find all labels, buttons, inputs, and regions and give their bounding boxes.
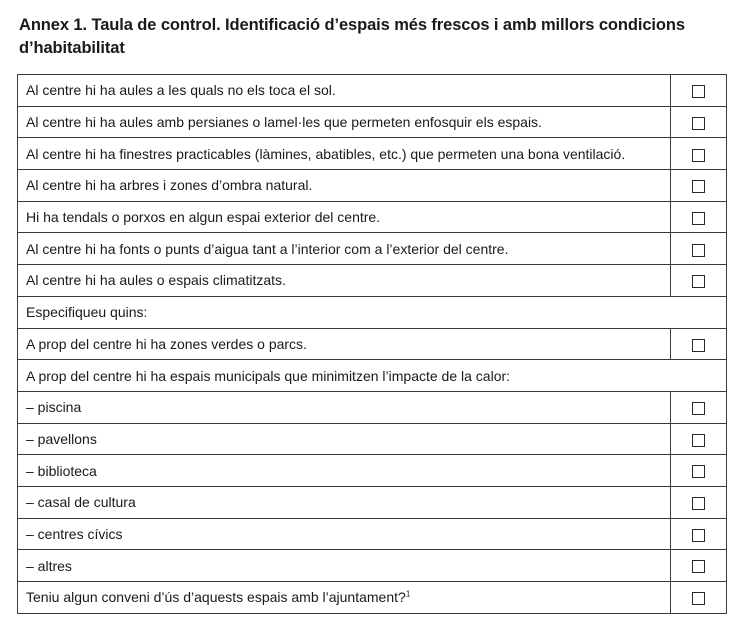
table-row — [18, 360, 727, 392]
checkbox[interactable] — [692, 339, 705, 352]
row-label: A prop del centre hi ha espais municipals que minimitzen l’impacte de la calor: — [26, 367, 511, 384]
row-label: – pavellons — [26, 430, 97, 447]
row-label: – biblioteca — [26, 462, 97, 479]
table-row — [18, 486, 727, 518]
row-label: – altres — [26, 557, 72, 574]
row-label: Al centre hi ha aules a les quals no els toca el sol. — [26, 82, 336, 99]
table-row — [18, 75, 727, 107]
footnote-marker: 1 — [405, 589, 411, 599]
table-row — [18, 455, 727, 487]
row-label-cell — [18, 582, 671, 614]
checkbox[interactable] — [692, 149, 705, 162]
table-row — [18, 106, 727, 138]
checkbox-cell — [671, 486, 727, 518]
row-label-cell — [18, 75, 671, 107]
row-label-cell — [18, 106, 671, 138]
checkbox-cell — [671, 170, 727, 202]
checkbox-cell — [671, 455, 727, 487]
row-label-cell — [18, 170, 671, 202]
checkbox-cell — [671, 201, 727, 233]
checkbox-cell — [671, 328, 727, 360]
table-row — [18, 233, 727, 265]
checkbox-cell — [671, 233, 727, 265]
checkbox[interactable] — [692, 497, 705, 510]
row-label: Al centre hi ha finestres practicables (làmines, abatibles, etc.) que permeten una bona ventilació. — [26, 145, 626, 162]
row-label-cell — [18, 296, 727, 328]
row-label: Hi ha tendals o porxos en algun espai exterior del centre. — [26, 209, 381, 226]
row-label: Teniu algun conveni d’ús d’aquests espais amb l’ajuntament? — [26, 589, 406, 606]
checkbox[interactable] — [692, 592, 705, 605]
table-row — [18, 518, 727, 550]
table-row — [18, 550, 727, 582]
row-label-cell — [18, 455, 671, 487]
checkbox[interactable] — [692, 244, 705, 257]
row-label-cell — [18, 201, 671, 233]
checkbox[interactable] — [692, 465, 705, 478]
checkbox[interactable] — [692, 180, 705, 193]
row-label-cell — [18, 138, 671, 170]
table-row — [18, 328, 727, 360]
control-table — [17, 74, 727, 614]
checkbox[interactable] — [692, 560, 705, 573]
row-label-cell — [18, 360, 727, 392]
checkbox-cell — [671, 265, 727, 297]
row-label-cell — [18, 423, 671, 455]
checkbox[interactable] — [692, 434, 705, 447]
checkbox-cell — [671, 423, 727, 455]
row-label: Al centre hi ha arbres i zones d’ombra natural. — [26, 177, 313, 194]
checkbox-cell — [671, 391, 727, 423]
row-label: – piscina — [26, 399, 82, 416]
table-row — [18, 201, 727, 233]
table-row — [18, 582, 727, 614]
page-title: Annex 1. Taula de control. Identificació d’espais més frescos i amb millors condicions d’habitabilitat — [19, 16, 685, 57]
checkbox[interactable] — [692, 85, 705, 98]
checkbox[interactable] — [692, 117, 705, 130]
checkbox[interactable] — [692, 275, 705, 288]
row-label: Al centre hi ha fonts o punts d’aigua tant a l’interior com a l’exterior del centre. — [26, 240, 509, 257]
checkbox-cell — [671, 582, 727, 614]
row-label-cell — [18, 391, 671, 423]
table-row — [18, 296, 727, 328]
row-label: Al centre hi ha aules amb persianes o lamel·les que permeten enfosquir els espais. — [26, 114, 542, 131]
table-row — [18, 423, 727, 455]
row-label-cell — [18, 550, 671, 582]
checkbox[interactable] — [692, 529, 705, 542]
table-row — [18, 391, 727, 423]
row-label: Especifiqueu quins: — [26, 304, 148, 321]
table-row — [18, 138, 727, 170]
checkbox[interactable] — [692, 402, 705, 415]
checkbox[interactable] — [692, 212, 705, 225]
row-label: – casal de cultura — [26, 494, 136, 511]
checkbox-cell — [671, 550, 727, 582]
row-label-cell — [18, 328, 671, 360]
row-label-cell — [18, 265, 671, 297]
row-label: A prop del centre hi ha zones verdes o parcs. — [26, 335, 307, 352]
table-row — [18, 170, 727, 202]
row-label-cell — [18, 486, 671, 518]
checkbox-cell — [671, 75, 727, 107]
row-label: – centres cívics — [26, 525, 123, 542]
table-row — [18, 265, 727, 297]
row-label: Al centre hi ha aules o espais climatitzats. — [26, 272, 286, 289]
checkbox-cell — [671, 518, 727, 550]
row-label-cell — [18, 233, 671, 265]
checkbox-cell — [671, 138, 727, 170]
checkbox-cell — [671, 106, 727, 138]
row-label-cell — [18, 518, 671, 550]
